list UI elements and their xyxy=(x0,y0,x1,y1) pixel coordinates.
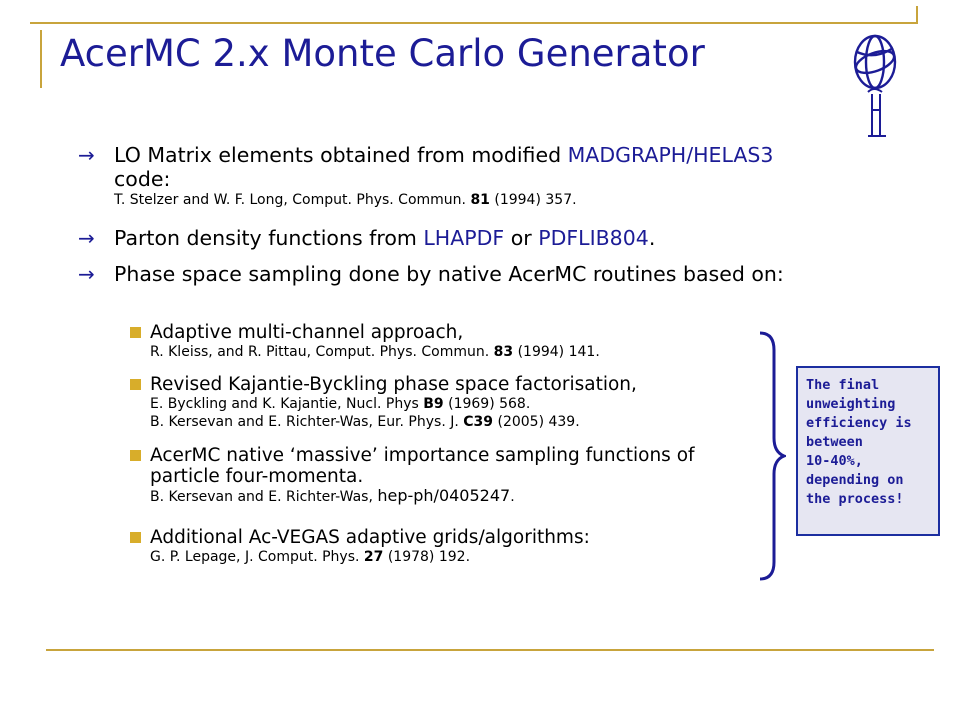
bullet-text: Parton density functions from xyxy=(114,226,424,250)
square-bullet-icon xyxy=(130,450,141,461)
bullet-matrix-elements xyxy=(78,143,818,209)
square-bullet-icon xyxy=(130,327,141,338)
bullet-parton-density: → Parton density functions from LHAPDF or PDFLIB804. xyxy=(78,226,656,250)
efficiency-callout xyxy=(796,366,940,536)
top-rule-tick xyxy=(916,6,918,24)
square-bullet-icon xyxy=(130,532,141,543)
callout-line: depending on xyxy=(806,472,904,488)
bullet-text: LO Matrix elements obtained from modified xyxy=(114,143,568,167)
callout-line: efficiency is xyxy=(806,415,912,431)
bottom-rule xyxy=(46,649,934,651)
square-bullet-icon xyxy=(130,379,141,390)
callout-line: unweighting xyxy=(806,396,896,412)
reference: T. Stelzer and W. F. Long, Comput. Phys. Commun. 81 (1994) 357. xyxy=(114,192,577,208)
left-rule xyxy=(40,30,42,88)
reference: B. Kersevan and E. Richter-Was, Eur. Phys. J. C39 (2005) 439. xyxy=(150,414,580,430)
reference: G. P. Lepage, J. Comput. Phys. 27 (1978) 192. xyxy=(150,549,471,565)
bullet-phase-space xyxy=(78,262,818,286)
reference: B. Kersevan and E. Richter-Was, hep-ph/0405247. xyxy=(150,486,515,505)
pdflib-link[interactable]: PDFLIB804 xyxy=(538,226,649,250)
hep-ph-link[interactable]: hep-ph/0405247 xyxy=(377,486,511,505)
bullet-text: or xyxy=(504,226,539,250)
lhapdf-link[interactable]: LHAPDF xyxy=(423,226,505,250)
reference: E. Byckling and K. Kajantie, Nucl. Phys B9 (1969) 568. xyxy=(150,396,531,412)
atlas-figure-icon xyxy=(850,32,900,142)
callout-line: The final xyxy=(806,377,880,393)
arrow-bullet-icon: → xyxy=(78,143,95,167)
slide-title: AcerMC 2.x Monte Carlo Generator xyxy=(60,32,705,75)
top-rule xyxy=(30,22,918,24)
callout-line: 10-40%, xyxy=(806,453,863,469)
reference: R. Kleiss, and R. Pittau, Comput. Phys. Commun. 83 (1994) 141. xyxy=(150,344,600,360)
madgraph-link[interactable]: MADGRAPH/HELAS3 xyxy=(567,143,774,167)
callout-line: between xyxy=(806,434,863,450)
callout-line: the process! xyxy=(806,491,904,507)
arrow-bullet-icon: → xyxy=(78,226,95,250)
curly-brace xyxy=(756,330,786,582)
subbullet-vegas: Additional Ac-VEGAS adaptive grids/algorithms: G. P. Lepage, J. Comput. Phys. 27 (1978) 192. xyxy=(130,527,780,566)
subbullet-kajantie-byckling: Revised Kajantie-Byckling phase space factorisation, E. Byckling and K. Kajantie, Nucl. Phys B9 (1969) 568. B. Kersevan and E. Richter-Was, Eur. Phys. J. C39 (2005) 439. xyxy=(130,374,780,431)
bullet-text: code: xyxy=(114,167,171,191)
subbullet-multichannel: Adaptive multi-channel approach, R. Kleiss, and R. Pittau, Comput. Phys. Commun. 83 (1994) 141. xyxy=(130,322,780,361)
arrow-bullet-icon: → xyxy=(78,262,95,286)
subbullet-importance-sampling: AcerMC native ‘massive’ importance sampling functions of particle four-momenta. B. Kersevan and E. Richter-Was, hep-ph/0405247. xyxy=(130,445,780,506)
bullet-text: Phase space sampling done by native AcerMC routines based on: xyxy=(114,262,784,286)
